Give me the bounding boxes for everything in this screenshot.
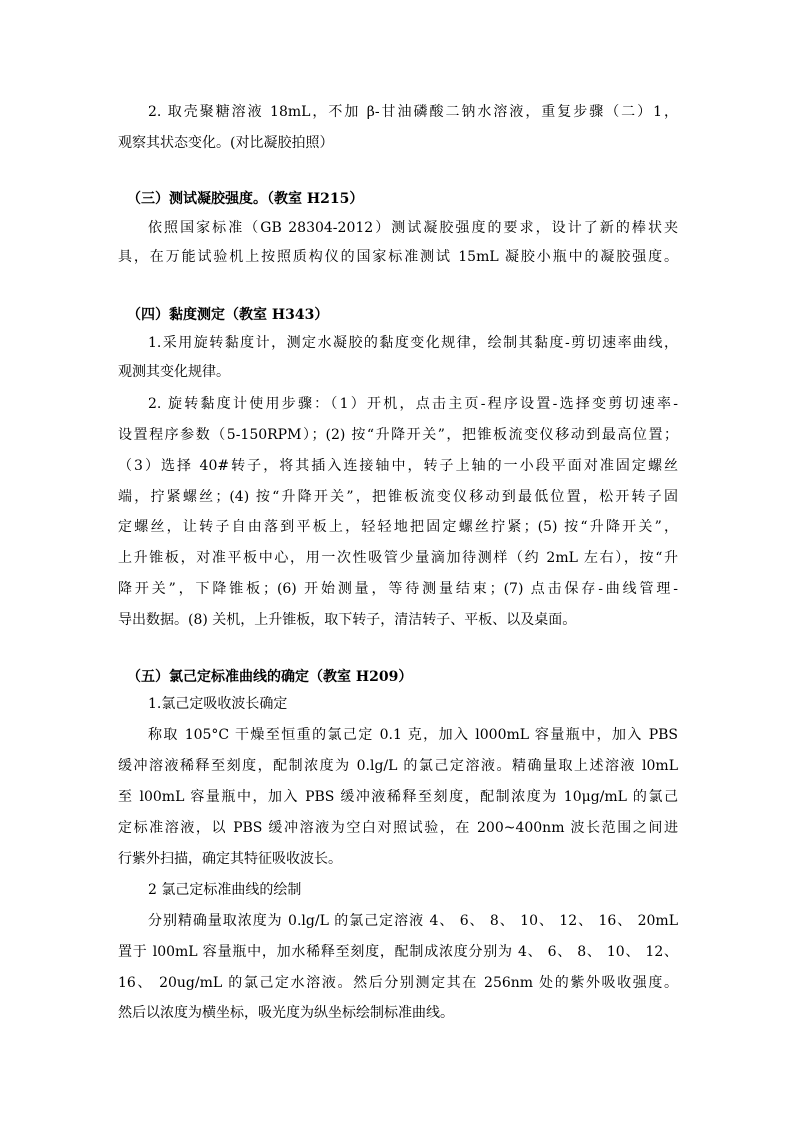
s5-para2-line-1: 分别精确量取浓度为 0.lg/L 的氯己定溶液 4、 6、 8、 10、 12、 16、 20mL xyxy=(148,913,678,929)
s4-item2-line-8: 导出数据。(8) 关机，上升锥板，取下转子，清洁转子、平板、以及桌面。 xyxy=(118,612,577,628)
s5-para2-line-2: 置于 l00mL 容量瓶中，加水稀释至刻度，配制成浓度分别为 4、 6、 8、 10、 12、 xyxy=(118,944,678,960)
section-4-heading: （四）黏度测定（教室 H343） xyxy=(127,307,329,323)
s3-para-line-2: 具，在万能试验机上按照质构仪的国家标准测试 15mL 凝胶小瓶中的凝胶强度。 xyxy=(118,249,678,265)
s5-sub2-title: 2 氯己定标准曲线的绘制 xyxy=(148,882,302,898)
s5-sub1-title: 1.氯己定吸收波长确定 xyxy=(148,696,288,712)
s4-item1-line-1: 1.采用旋转黏度计，测定水凝胶的黏度变化规律，绘制其黏度-剪切速率曲线， xyxy=(148,335,678,351)
s5-para1-line-5: 行紫外扫描，确定其特征吸收波长。 xyxy=(118,851,342,867)
s5-para1-line-4: 定标准溶液，以 PBS 缓冲溶液为空白对照试验，在 200~400nm 波长范围之间进 xyxy=(118,820,678,836)
s2-item2-line-2: 观察其状态变化。(对比凝胶拍照） xyxy=(118,135,334,151)
section-3-heading: （三）测试凝胶强度。（教室 H215） xyxy=(127,191,364,207)
s5-para1-line-2: 缓冲溶液稀释至刻度，配制浓度为 0.lg/L 的氯己定溶液。精确量取上述溶液 l0mL xyxy=(118,758,678,774)
s5-para1-line-1: 称取 105°C 干燥至恒重的氯己定 0.1 克，加入 l000mL 容量瓶中，加入 PBS xyxy=(148,727,678,743)
s4-item2-line-7: 降开关”，下降锥板；(6) 开始测量，等待测量结束；(7) 点击保存-曲线管理- xyxy=(118,581,678,597)
s4-item2-line-2: 设置程序参数（5-150RPM）；(2) 按“升降开关”，把锥板流变仪移动到最高位置； xyxy=(118,427,678,443)
s5-para2-line-3: 16、 20ug/mL 的氯己定水溶液。然后分别测定其在 256nm 处的紫外吸收强度。 xyxy=(118,975,678,991)
s4-item2-line-4: 端，拧紧螺丝；(4) 按“升降开关”，把锥板流变仪移动到最低位置，松开转子固 xyxy=(118,489,678,505)
s5-para1-line-3: 至 l00mL 容量瓶中，加入 PBS 缓冲液稀释至刻度，配制浓度为 10μg/mL 的氯己 xyxy=(118,789,678,805)
section-5-heading: （五）氯己定标准曲线的确定（教室 H209） xyxy=(127,669,413,685)
s5-para2-line-4: 然后以浓度为横坐标，吸光度为纵坐标绘制标准曲线。 xyxy=(118,1005,454,1021)
s4-item1-line-2: 观测其变化规律。 xyxy=(118,364,230,380)
s4-item2-line-6: 上升锥板，对准平板中心，用一次性吸管少量滴加待测样（约 2mL 左右），按“升 xyxy=(118,550,678,566)
s4-item2-line-1: 2. 旋转黏度计使用步骤：（1）开机，点击主页-程序设置-选择变剪切速率- xyxy=(148,396,678,412)
s3-para-line-1: 依照国家标准（GB 28304-2012）测试凝胶强度的要求，设计了新的棒状夹 xyxy=(148,220,678,236)
s4-item2-line-5: 定螺丝，让转子自由落到平板上，轻轻地把固定螺丝拧紧；(5) 按“升降开关”， xyxy=(118,519,678,535)
s4-item2-line-3: （3）选择 40#转子，将其插入连接轴中，转子上轴的一小段平面对准固定螺丝 xyxy=(118,458,678,474)
s2-item2-line-1: 2. 取壳聚糖溶液 18mL，不加 β-甘油磷酸二钠水溶液，重复步骤（二）1， xyxy=(148,104,678,120)
